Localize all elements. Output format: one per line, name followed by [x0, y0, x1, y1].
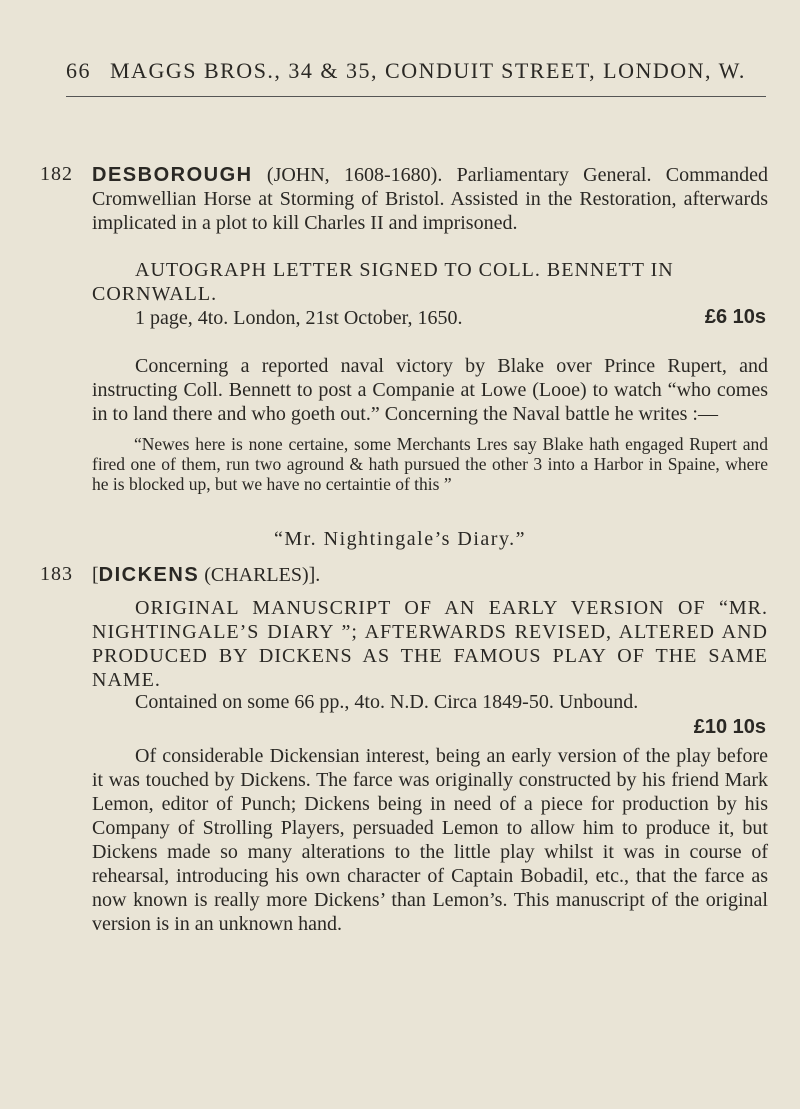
lot-heading: AUTOGRAPH LETTER SIGNED TO COLL. BENNETT IN CORNWALL.	[92, 259, 674, 305]
lot-description: Concerning a reported naval victory by Blake over Prince Rupert, and instructing Coll. Bennett to post a Companie at Lowe (Looe) to watch “who comes in to land there and who goeth out.” Concerning the Naval battle he writes :—	[92, 355, 768, 425]
section-title: “Mr. Nightingale’s Diary.”	[273, 528, 527, 550]
lot-description: Of considerable Dickensian interest, being an early version of the play before it was touched by Dickens. The farce was originally constructed by his friend Mark Lemon, editor of Punch; Dickens being in need of a piece for production by his Company of Strolling Players, persuaded Lemon to allow him to produce it, but Dickens made so many alterations to the little play whilst it was in course of rehearsal, introducing his own character of Captain Bobadil, etc., that the farce as now known is really more Dickens’ than Lemon’s. This manuscript of the original version is in an unknown hand.	[92, 745, 768, 935]
header-text: MAGGS BROS., 34 & 35, CONDUIT STREET, LONDON, W.	[110, 58, 746, 83]
lot-name: DESBOROUGH	[92, 164, 253, 186]
lot-price: £6 10s	[704, 306, 766, 328]
lot-name-suffix: (CHARLES)].	[199, 564, 321, 586]
bracket-open: [	[92, 564, 99, 586]
header-rule	[66, 96, 766, 97]
lot-price: £10 10s	[693, 716, 766, 738]
lot-name: DICKENS	[98, 564, 200, 586]
lot-number: 182	[40, 163, 73, 185]
lot-name-line	[92, 563, 768, 587]
lot-details: Contained on some 66 pp., 4to. N.D. Circa 1849-50. Unbound.	[135, 691, 639, 713]
lot-details: 1 page, 4to. London, 21st October, 1650.	[135, 307, 463, 329]
lot-quote: “Newes here is none certaine, some Merchants Lres say Blake hath engaged Rupert and fired one of them, run two aground & hath pursued the other 3 into a Harbor in Spaine, where he is blocked up, but we have no certaintie of this ”	[92, 434, 768, 494]
page-number: 66	[66, 58, 91, 83]
lot-intro-text: (JOHN, 1608-1680). Parliamentary General. Commanded Cromwellian Horse at Storming of Bristol. Assisted in the Restoration, afterwards implicated in a plot to kill Charles II and imprisoned.	[92, 164, 768, 234]
running-header	[66, 58, 766, 84]
lot-intro	[92, 163, 768, 235]
lot-number: 183	[40, 563, 73, 585]
lot-heading: ORIGINAL MANUSCRIPT OF AN EARLY VERSION OF “MR. NIGHTINGALE’S DIARY ”; AFTERWARDS REVISED, ALTERED AND PRODUCED BY DICKENS AS THE FAMOUS PLAY OF THE SAME NAME.	[92, 597, 768, 691]
